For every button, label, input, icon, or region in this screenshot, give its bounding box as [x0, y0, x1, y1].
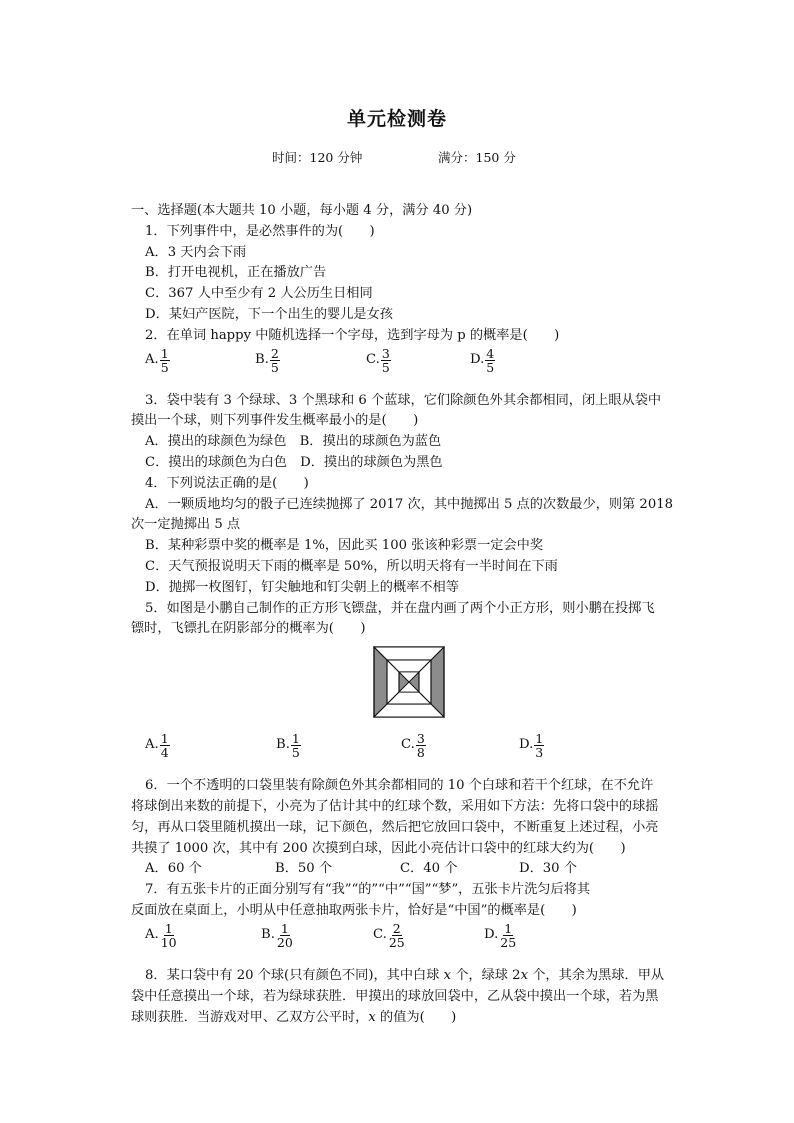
question-list: [131, 201, 680, 1028]
q6-stem-line3: 匀，再从口袋里随机摸出一球，记下颜色，然后把它放回口袋中，不断重复上述过程，小亮: [131, 819, 659, 835]
fraction: $\frac{1}{5}$: [160, 345, 169, 375]
q6-options: [145, 859, 680, 880]
fraction: $\frac{3}{8}$: [416, 731, 425, 761]
dartboard-figure: [145, 640, 680, 732]
q5-stem-line2: 镖时，飞镖扎在阴影部分的概率为( ): [131, 621, 366, 637]
q1-option-c: C．367 人中至少有 2 人公历生日相同: [145, 286, 373, 302]
q2-option-b: B. $\frac{2}{5}$: [255, 345, 279, 375]
q6-option-b: B．50 个: [275, 861, 333, 877]
exam-time: 时间：120 分钟: [272, 150, 363, 165]
q5-option-c: C. $\frac{3}{8}$: [401, 731, 425, 761]
q3-options-ab: A．摸出的球颜色为绿色 B．摸出的球颜色为蓝色: [145, 434, 442, 450]
q2-stem: 2．在单词 happy 中随机选择一个字母，选到字母为 p 的概率是( ): [145, 327, 560, 343]
section-heading: 一、选择题(本大题共 10 小题，每小题 4 分，满分 40 分): [131, 203, 473, 218]
fraction: $\frac{2}{5}$: [270, 345, 279, 375]
q5-option-b: B. $\frac{1}{5}$: [276, 731, 300, 761]
q4-option-c: C．天气预报说明天下雨的概率是 50%，所以明天将有一半时间在下雨: [145, 558, 558, 574]
variable-x: x: [368, 1009, 376, 1025]
fraction: $\frac{2}{25}$: [388, 920, 405, 950]
q7-option-a: A. $\frac{1}{10}$: [145, 920, 177, 950]
variable-x: x: [520, 967, 529, 983]
q5-options: [145, 732, 680, 776]
q8-stem-line1: 8．某口袋中有 20 个球(只有颜色不同)，其中白球 x 个，绿球 2x 个，其余为黑球．甲从: [145, 967, 665, 983]
q6-option-d: D．30 个: [519, 861, 577, 877]
fraction: $\frac{1}{25}$: [500, 920, 517, 950]
q2-option-a: A. $\frac{1}{5}$: [145, 345, 169, 375]
fraction: $\frac{1}{4}$: [160, 731, 169, 761]
q3-stem-line1: 3．袋中装有 3 个绿球、3 个黑球和 6 个蓝球，它们除颜色外其余都相同，闭上眼从袋中: [145, 392, 662, 408]
q4-option-a-line1: A．一颗质地均匀的骰子已连续抛掷了 2017 次，其中抛掷出 5 点的次数最少，则第 2018: [145, 496, 673, 512]
q7-stem-line2: 反面放在桌面上，小明从中任意抽取两张卡片，恰好是“中国”的概率是( ): [131, 903, 577, 919]
fraction: $\frac{1}{5}$: [291, 731, 300, 761]
fraction: $\frac{1}{10}$: [160, 920, 177, 950]
q6-option-c: C．40 个: [400, 861, 458, 877]
q7-stem-line1: 7．有五张卡片的正面分别写有“我”“的”“中”“国”“梦”，五张卡片洗匀后将其: [145, 882, 591, 898]
q6-stem-line1: 6．一个不透明的口袋里装有除颜色外其余都相同的 10 个白球和若干个红球，在不允许: [145, 778, 654, 794]
page-title: 单元检测卷: [346, 108, 447, 130]
q3-stem-line2: 摸出一个球，则下列事件发生概率最小的是( ): [131, 413, 419, 429]
variable-x: x: [443, 967, 452, 983]
q2-option-c: C. $\frac{3}{5}$: [366, 345, 390, 375]
q5-stem-line1: 5．如图是小鹏自己制作的正方形飞镖盘，并在盘内画了两个小正方形，则小鹏在投掷飞: [145, 600, 655, 616]
q4-option-b: B．某种彩票中奖的概率是 1%，因此买 100 张该种彩票一定会中奖: [145, 538, 544, 554]
q2-option-d: D. $\frac{4}{5}$: [470, 345, 495, 375]
fraction: $\frac{3}{5}$: [381, 345, 390, 375]
q8-stem-line3: 球则获胜．当游戏对甲、乙双方公平时，x 的值为( ): [131, 1009, 457, 1025]
q6-option-a: A．60 个: [145, 861, 202, 877]
q5-option-a: A. $\frac{1}{4}$: [145, 731, 169, 761]
q1-option-b: B．打开电视机，正在播放广告: [145, 265, 327, 281]
q1-option-d: D．某妇产医院，下一个出生的婴儿是女孩: [145, 306, 393, 322]
q8-stem-line2: 袋中任意摸出一个球，若为绿球获胜．甲摸出的球放回袋中，乙从袋中摸出一个球，若为黑: [131, 988, 659, 1004]
q1-stem: 1．下列事件中，是必然事件的为( ): [145, 223, 375, 239]
q5-option-d: D. $\frac{1}{3}$: [519, 731, 544, 761]
fraction: $\frac{1}{3}$: [535, 731, 544, 761]
fraction: $\frac{4}{5}$: [486, 345, 495, 375]
q6-stem-line2: 将球倒出来数的前提下，小亮为了估计其中的红球个数，采用如下方法：先将口袋中的球摇: [131, 798, 659, 814]
q7-option-c: C. $\frac{2}{25}$: [373, 920, 405, 950]
dartboard-figure-icon: [373, 646, 445, 718]
q7-option-d: D. $\frac{1}{25}$: [484, 920, 517, 950]
q6-stem-line4: 共摸了 1000 次，其中有 200 次摸到白球，因此小亮估计口袋中的红球大约为( ): [131, 840, 626, 856]
exam-score: 满分：150 分: [438, 150, 516, 165]
q2-options: [145, 347, 680, 391]
q7-options: [145, 922, 680, 966]
q1-option-a: A．3 天内会下雨: [145, 244, 247, 260]
fraction: $\frac{1}{20}$: [276, 920, 293, 950]
q4-option-d: D．抛掷一枚图钉，钉尖触地和钉尖朝上的概率不相等: [145, 579, 459, 595]
q3-options-cd: C．摸出的球颜色为白色 D．摸出的球颜色为黑色: [145, 454, 443, 470]
q7-option-b: B. $\frac{1}{20}$: [261, 920, 293, 950]
q4-stem: 4．下列说法正确的是( ): [145, 475, 309, 491]
q4-option-a-line2: 次一定抛掷出 5 点: [131, 517, 241, 533]
